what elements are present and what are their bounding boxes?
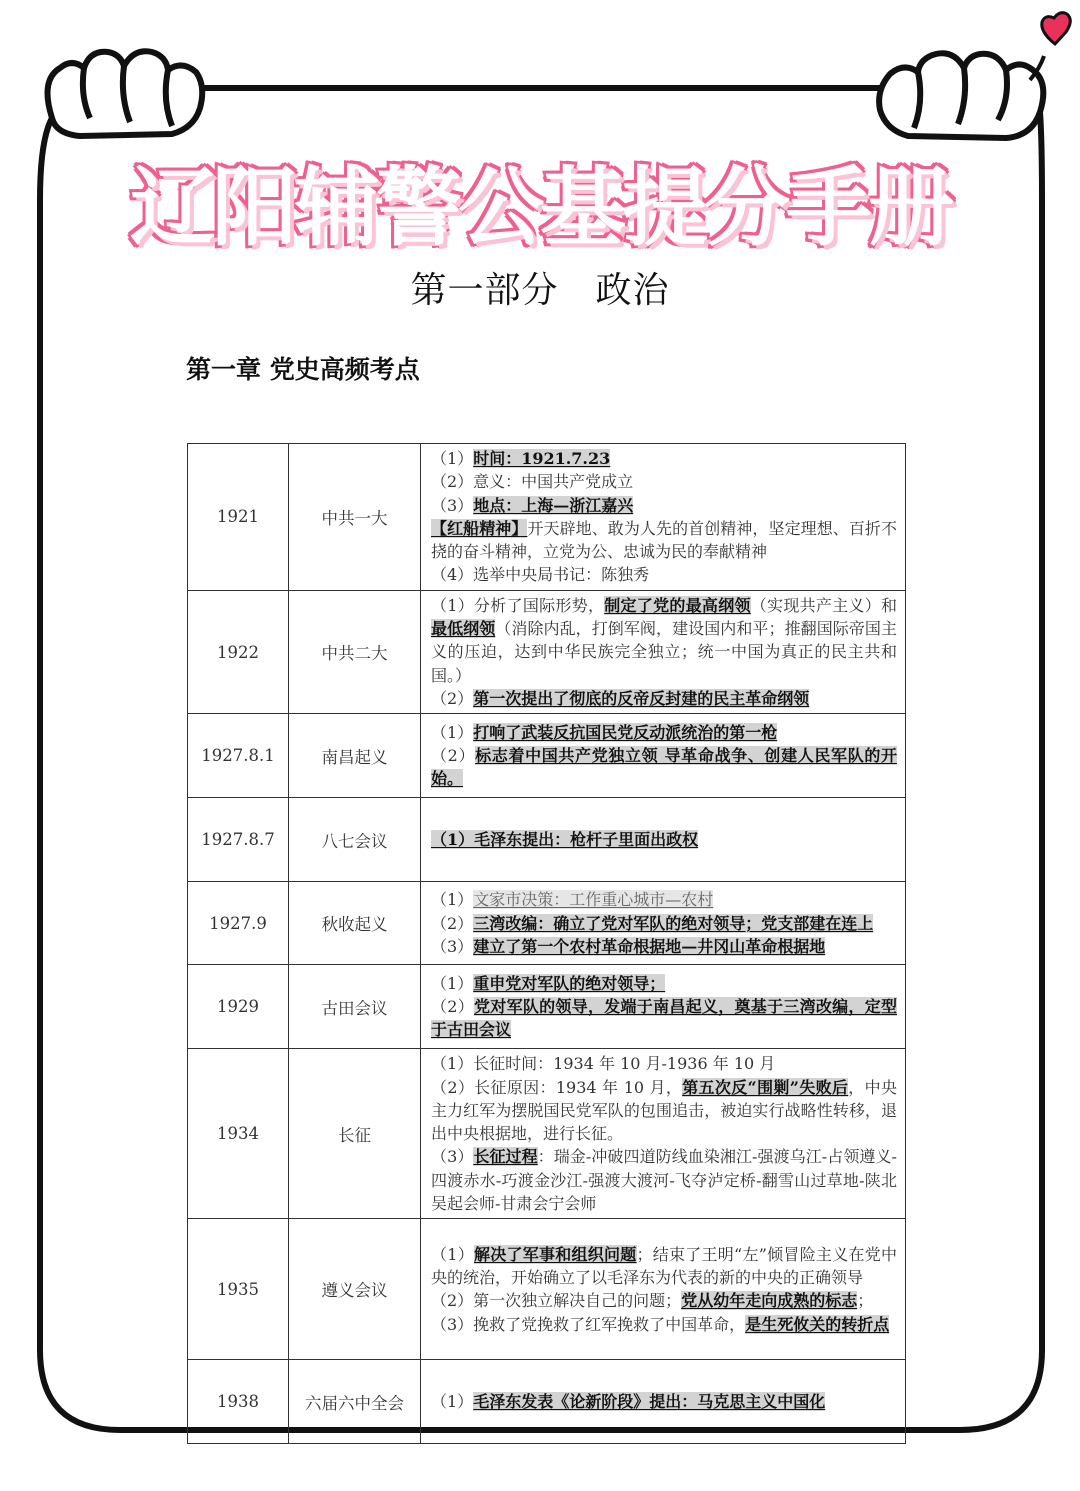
content-text: （1）	[431, 449, 474, 468]
left-hand-icon	[48, 51, 203, 136]
content-text: （实现共产主义）和	[750, 595, 897, 615]
table-row	[188, 590, 906, 713]
highlighted-text: 三湾改编：确立了党对军队的绝对领导；党支部建在连上	[473, 913, 874, 933]
chapter-heading: 第一章 党史高频考点	[186, 355, 420, 384]
row-year: 1922	[188, 590, 289, 713]
page-title: 辽阳辅警公基提分手册	[130, 158, 950, 258]
row-content	[421, 1049, 906, 1219]
content-text: ；结束了王明“左”倾冒险主义在党中央的统治，开始确立了以毛泽东为代表的新的中央的正确领导	[431, 1244, 897, 1288]
content-line	[431, 935, 897, 958]
row-content	[421, 590, 906, 713]
row-event: 长征	[289, 1049, 421, 1219]
row-year: 1927.8.7	[188, 798, 289, 882]
highlighted-text: 第五次反“围剿”失败后	[682, 1077, 849, 1097]
content-line	[431, 912, 897, 935]
highlighted-text: 党对军队的领导，发端于南昌起义，奠基于三湾改编，定型于古田会议	[431, 997, 897, 1040]
content-line	[431, 1145, 897, 1215]
highlighted-text: 制定了党的最高纲领	[604, 595, 751, 615]
content-line	[431, 828, 897, 851]
content-text: ：瑞金-冲破四道防线血染湘江-强渡乌江-占领遵义-四渡赤水-巧渡金沙江-强渡大渡河-飞夺泸定桥-翻雪山过草地-陕北吴起会师-甘肃会宁会师	[431, 1147, 897, 1214]
table-row	[188, 714, 906, 798]
highlighted-text: 【红船精神】	[431, 518, 528, 538]
highlighted-text: 是生死攸关的转折点	[745, 1314, 890, 1334]
highlighted-text: 解决了军事和组织问题	[473, 1244, 637, 1264]
highlighted-text: 重申党对军队的绝对领导；	[473, 973, 666, 993]
content-line	[431, 1076, 897, 1146]
highlighted-text: 地点：上海—浙江嘉兴	[473, 495, 634, 515]
content-line	[431, 517, 897, 564]
content-text: ；	[857, 1291, 874, 1311]
highlighted-text: 建立了第一个农村革命根据地—井冈山革命根据地	[473, 936, 826, 956]
table-row	[188, 1360, 906, 1444]
row-event: 遵义会议	[289, 1219, 421, 1360]
content-text: （3）挽救了党挽救了红军挽救了中国革命，	[431, 1314, 746, 1334]
row-content	[421, 798, 906, 882]
row-event: 八七会议	[289, 798, 421, 882]
row-year: 1927.8.1	[188, 714, 289, 798]
content-text: （1）	[431, 1244, 474, 1264]
row-content	[421, 1219, 906, 1360]
content-line	[431, 744, 897, 791]
content-text: （1）分析了国际形势，	[431, 595, 605, 615]
content-line	[431, 1313, 897, 1336]
row-content	[421, 444, 906, 591]
content-text: 开天辟地、敢为人先的首创精神，坚定理想、百折不挠的奋斗精神，立党为公、忠诚为民的奉献精神	[431, 518, 897, 562]
row-year: 1927.9	[188, 882, 289, 965]
row-event: 古田会议	[289, 965, 421, 1049]
content-text: （3）	[431, 936, 474, 956]
content-line	[431, 721, 897, 744]
content-line	[431, 470, 897, 493]
content-line	[431, 687, 897, 710]
party-history-table	[187, 443, 906, 1444]
table-row	[188, 798, 906, 882]
highlighted-text: 标志着中国共产党独立领 导革命战争、创建人民军队的开始。	[431, 746, 897, 789]
table-row	[188, 1049, 906, 1219]
content-text: （2）长征原因：1934 年 10 月，	[431, 1077, 683, 1097]
highlighted-text: 最低纲领	[431, 619, 496, 639]
content-text: （3）	[431, 1147, 474, 1167]
content-text: （2）	[431, 746, 476, 766]
row-event: 六届六中全会	[289, 1360, 421, 1444]
content-text: （2）	[431, 913, 474, 933]
table-body	[188, 444, 906, 1444]
highlighted-text: 时间：1921.7.23	[473, 449, 611, 468]
content-line	[431, 594, 897, 687]
content-line	[431, 1243, 897, 1290]
row-event: 南昌起义	[289, 714, 421, 798]
highlighted-text: 打响了武装反抗国民党反动派统治的第一枪	[473, 722, 778, 742]
content-line	[431, 888, 897, 911]
content-text: （2）意义：中国共产党成立	[431, 472, 634, 492]
content-text: （1）长征时间：1934 年 10 月-1936 年 10 月	[431, 1054, 776, 1074]
row-content	[421, 1360, 906, 1444]
content-line	[431, 972, 897, 995]
content-text: （2）	[431, 688, 474, 708]
content-line	[431, 1289, 897, 1312]
heart-icon	[1030, 13, 1070, 80]
content-line	[431, 563, 897, 586]
row-event: 中共二大	[289, 590, 421, 713]
row-year: 1921	[188, 444, 289, 591]
content-line	[431, 995, 897, 1042]
table-row	[188, 444, 906, 591]
right-hand-icon	[879, 53, 1043, 138]
highlighted-text: 毛泽东发表《论新阶段》提出：马克思主义中国化	[473, 1392, 826, 1412]
part-heading: 第一部分 政治	[410, 270, 670, 311]
highlighted-text: 第一次提出了彻底的反帝反封建的民主革命纲领	[473, 688, 810, 708]
row-year: 1938	[188, 1360, 289, 1444]
highlighted-text: 文家市决策：工作重心城市—农村	[473, 890, 714, 910]
highlighted-text: 长征过程	[473, 1147, 538, 1167]
content-text: （3）	[431, 495, 474, 515]
row-content	[421, 965, 906, 1049]
highlighted-text: （1）毛泽东提出：枪杆子里面出政权	[431, 830, 699, 850]
content-text: （1）	[431, 890, 474, 910]
table-row	[188, 1219, 906, 1360]
row-year: 1934	[188, 1049, 289, 1219]
table-row	[188, 965, 906, 1049]
content-text: （1）	[431, 1392, 474, 1412]
content-text: （1）	[431, 722, 474, 742]
row-event: 中共一大	[289, 444, 421, 591]
content-line	[431, 1390, 897, 1413]
content-text: （消除内乱，打倒军阀，建设国内和平；推翻国际帝国主义的压迫，达到中华民族完全独立；统一中国为真正的民主共和国。）	[431, 619, 897, 685]
content-line	[431, 494, 897, 517]
content-text: （4）选举中央局书记：陈独秀	[431, 565, 650, 585]
content-text: （1）	[431, 973, 474, 993]
content-text: （2）	[431, 997, 475, 1017]
row-year: 1935	[188, 1219, 289, 1360]
content-line	[431, 1052, 897, 1075]
row-event: 秋收起义	[289, 882, 421, 965]
content-line	[431, 447, 897, 470]
table-row	[188, 882, 906, 965]
highlighted-text: 党从幼年走向成熟的标志	[681, 1291, 858, 1311]
row-content	[421, 882, 906, 965]
row-year: 1929	[188, 965, 289, 1049]
content-text: ，中央主力红军为摆脱国民党军队的包围追击，被迫实行战略性转移，退出中央根据地，进行长征。	[431, 1077, 897, 1144]
content-text: （2）第一次独立解决自己的问题；	[431, 1291, 682, 1311]
row-content	[421, 714, 906, 798]
